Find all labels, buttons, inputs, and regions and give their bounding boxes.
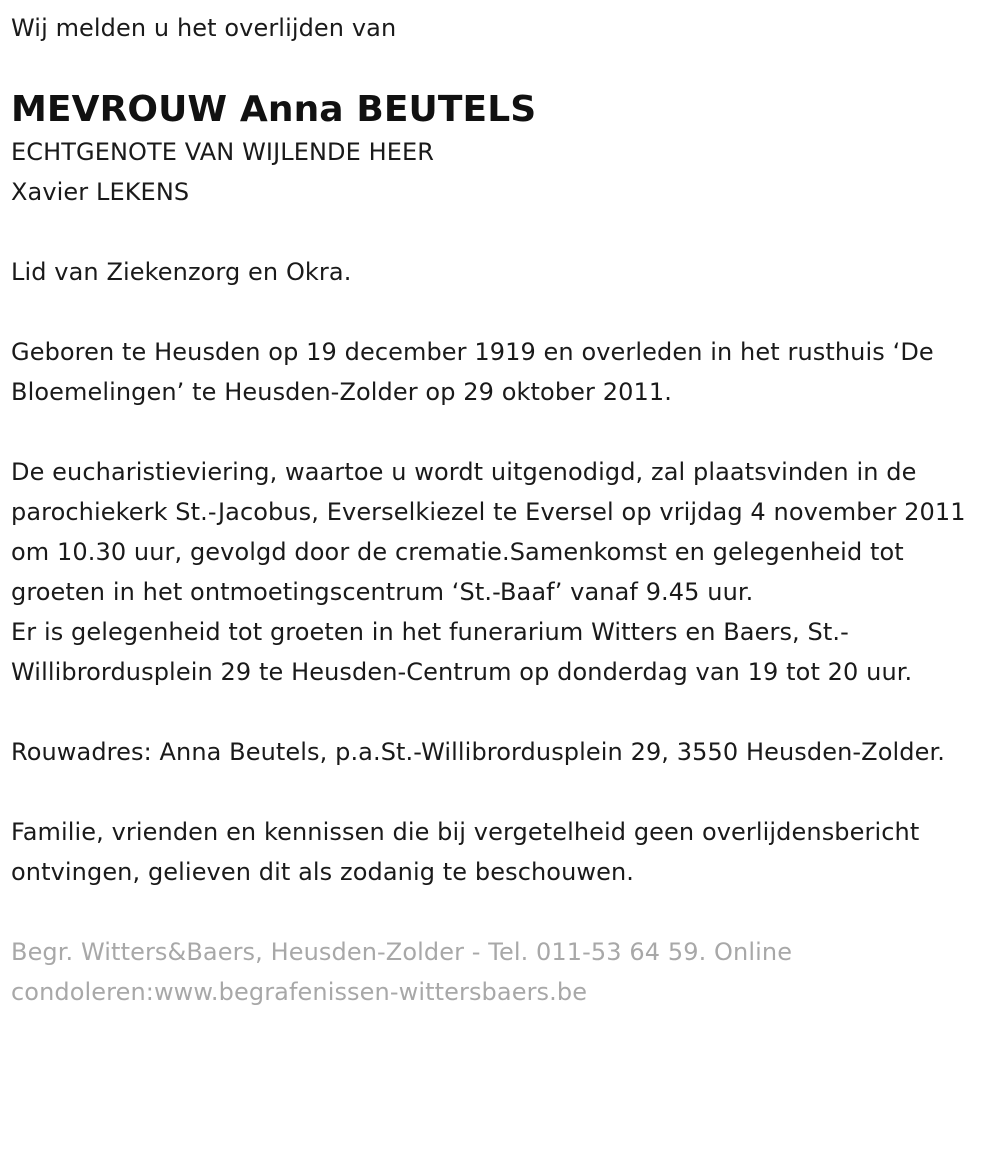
deceased-name: MEVROUW Anna BEUTELS bbox=[11, 89, 537, 130]
intro-text: Wij melden u het overlijden van bbox=[11, 14, 397, 42]
closing-text: Familie, vrienden en kennissen die bij vergetelheid geen overlijdensbericht ontvingen, gelieven dit als zodanig te beschouwen. bbox=[11, 818, 920, 886]
membership-text: Lid van Ziekenzorg en Okra. bbox=[11, 258, 352, 286]
spouse-line-1: ECHTGENOTE VAN WIJLENDE HEER bbox=[11, 138, 435, 166]
address-text: Rouwadres: Anna Beutels, p.a.St.-Willibrordusplein 29, 3550 Heusden-Zolder. bbox=[11, 738, 945, 766]
funeral-home-footer: Begr. Witters&Baers, Heusden-Zolder - Tel. 011-53 64 59. Online condoleren:www.begrafenissen-wittersbaers.be bbox=[11, 938, 793, 1006]
ceremony-text: De eucharistieviering, waartoe u wordt uitgenodigd, zal plaatsvinden in de parochiekerk St.-Jacobus, Everselkiezel te Eversel op vrijdag 4 november 2011 om 10.30 uur, gevolgd door de crematie.Samenkomst en gelegenheid tot groeten in het ontmoetingscentrum ‘St.-Baaf’ vanaf 9.45 uur. bbox=[11, 458, 966, 606]
spouse-line-2: Xavier LEKENS bbox=[11, 178, 190, 206]
viewing-text: Er is gelegenheid tot groeten in het funerarium Witters en Baers, St.-Willibrordusplein 29 te Heusden-Centrum op donderdag van 19 tot 20 uur. bbox=[11, 618, 913, 686]
birth-death-text: Geboren te Heusden op 19 december 1919 en overleden in het rusthuis ‘De Bloemelingen’ te Heusden-Zolder op 29 oktober 2011. bbox=[11, 338, 934, 406]
